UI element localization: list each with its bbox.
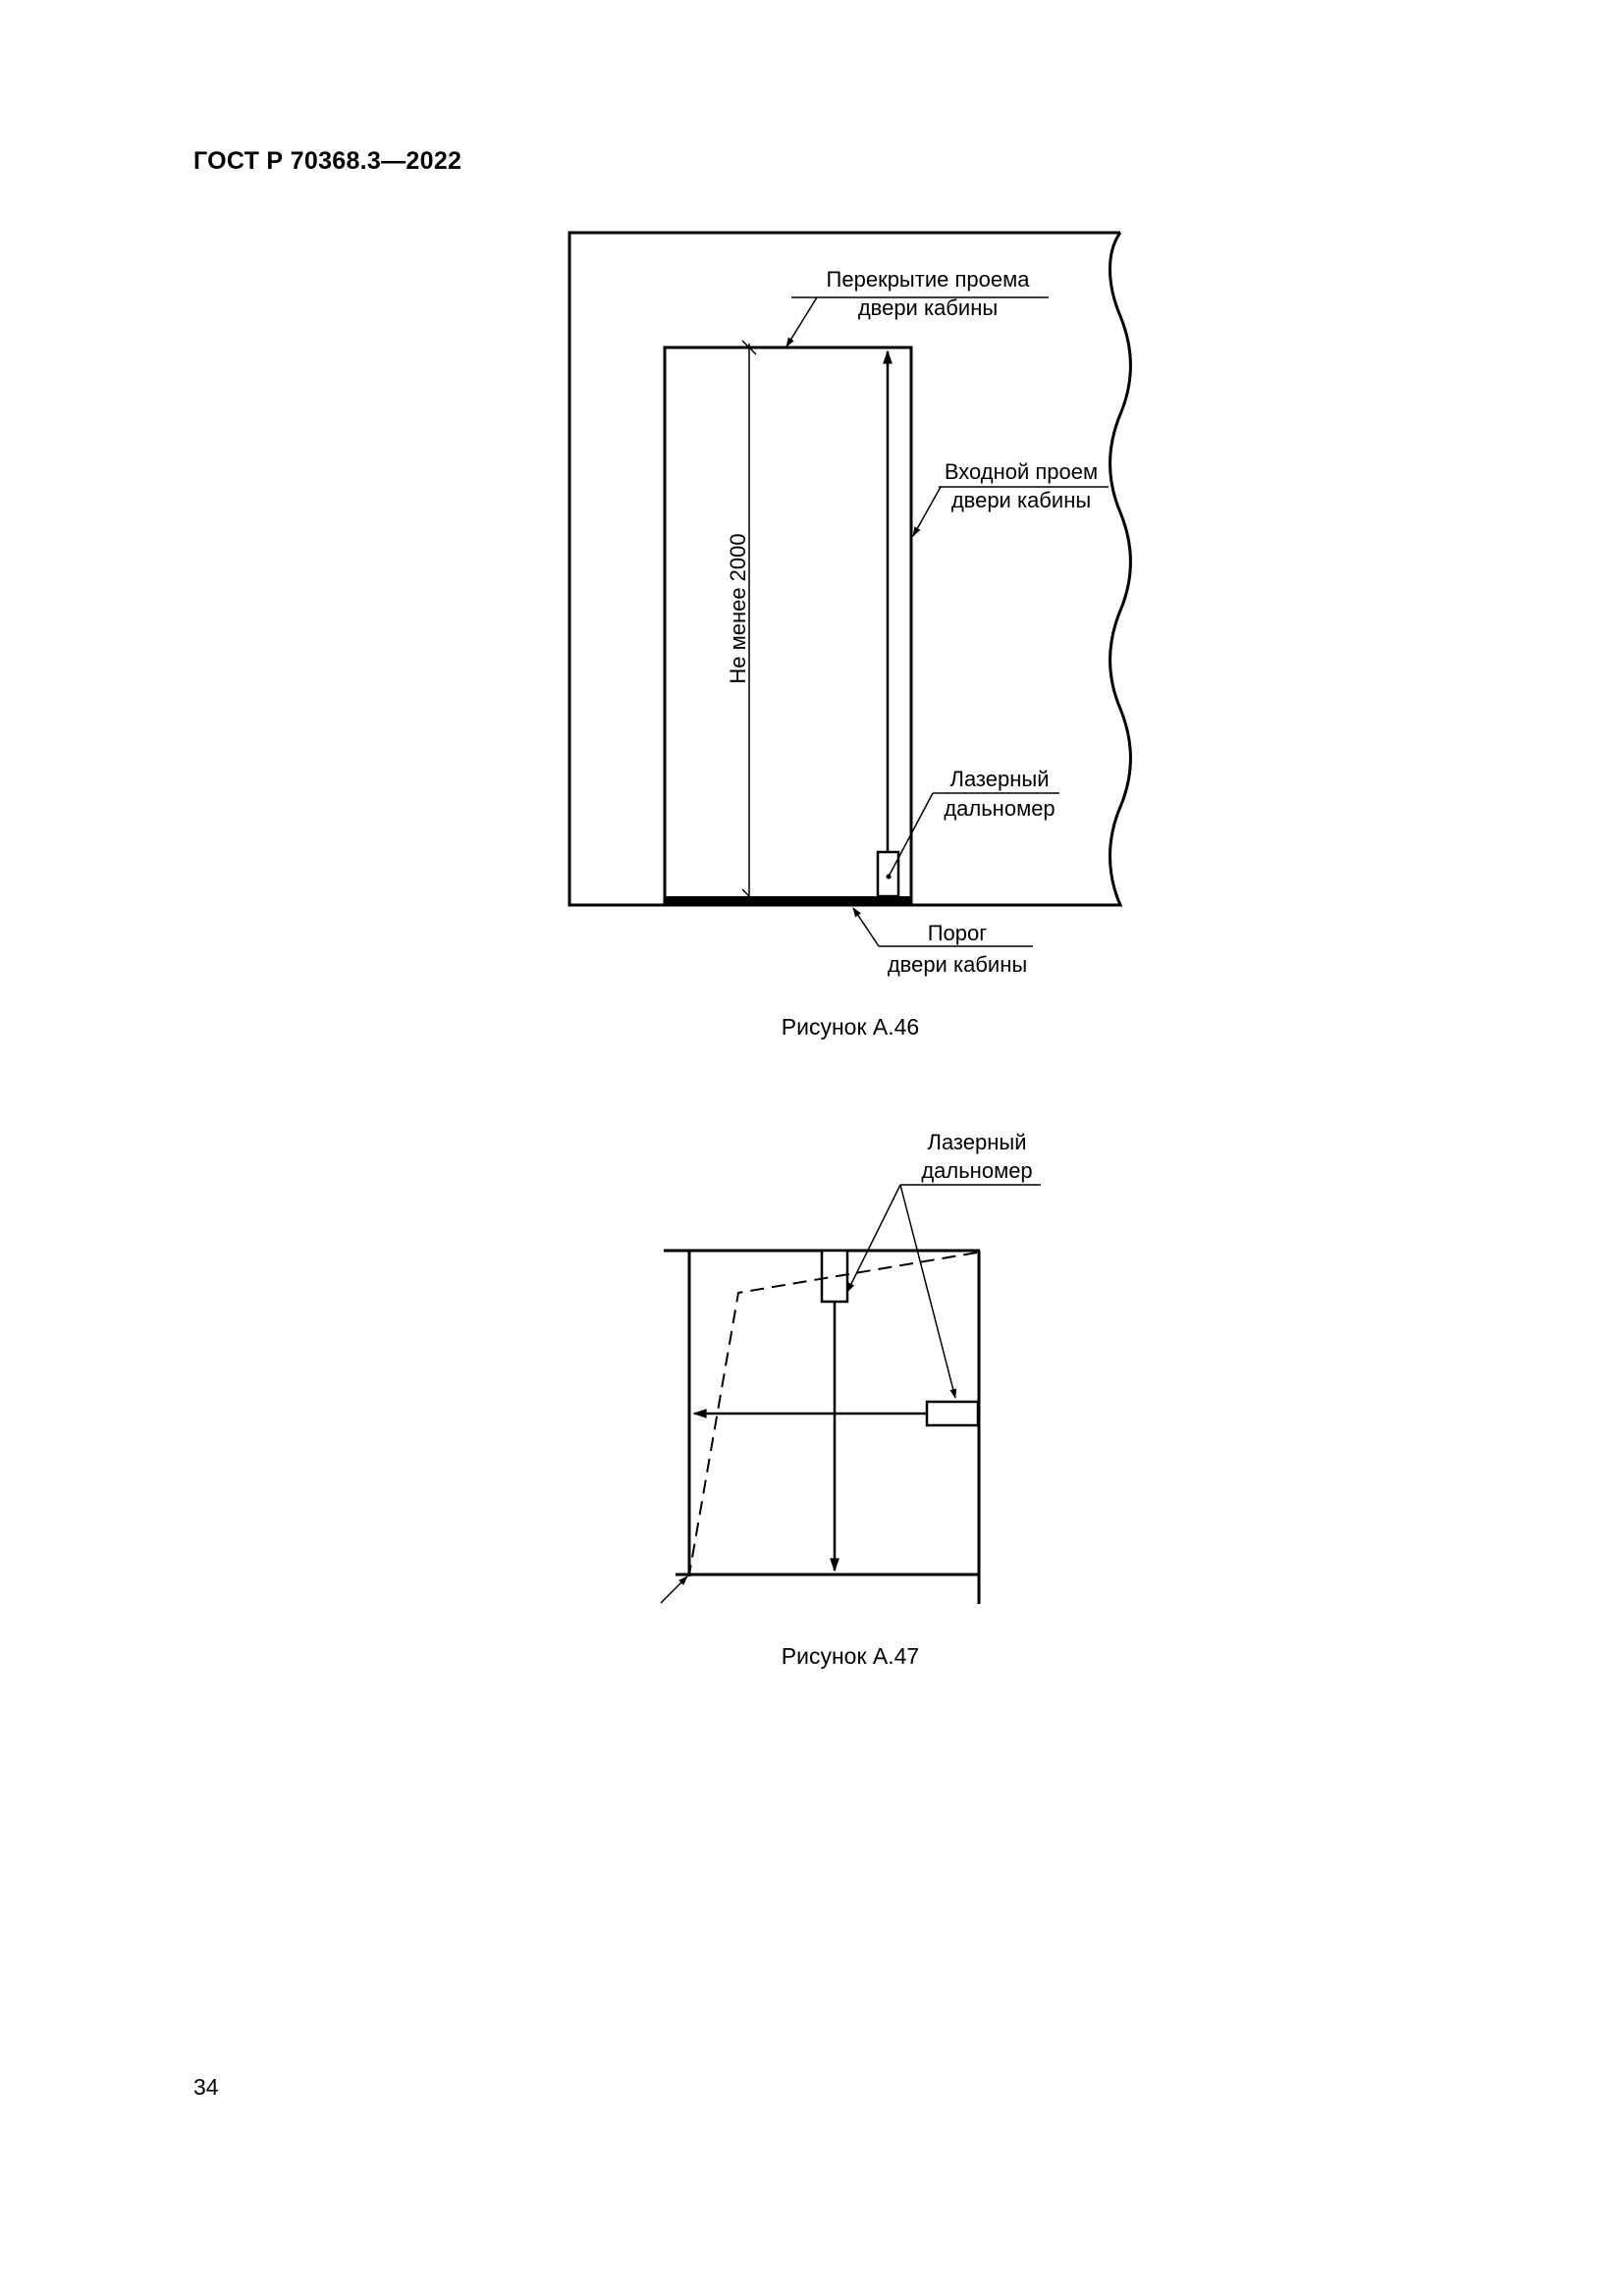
dimension-label: Не менее 2000 [726, 533, 750, 684]
label-opening-line2: двери кабины [950, 488, 1092, 512]
leader-rangefinder-dot [887, 875, 892, 880]
leader-threshold-diagonal [853, 908, 879, 946]
figure-a46-caption: Рисунок А.46 [781, 1014, 920, 1040]
label-threshold-line2: двери кабины [887, 952, 1028, 977]
page-number: 34 [193, 2074, 219, 2100]
laser-rangefinder-right [927, 1402, 978, 1425]
leader-opening-diagonal [913, 487, 941, 536]
label-a47-rangefinder-line2: дальномер [921, 1158, 1033, 1183]
figure-a47-drawing [661, 1130, 1041, 1604]
label-opening-line1: Входной проем [944, 459, 1099, 484]
door-opening [665, 347, 911, 904]
door-threshold [664, 896, 912, 905]
document-header: ГОСТ Р 70368.3—2022 [193, 147, 462, 175]
label-rangefinder-line2: дальномер [944, 796, 1056, 821]
leader-rangefinder-a47-to-top [847, 1185, 900, 1292]
label-a47-rangefinder-line1: Лазерный [927, 1130, 1027, 1154]
leader-overlap-diagonal [786, 297, 817, 347]
figure-a46-drawing [569, 233, 1131, 977]
label-overlap-line2: двери кабины [857, 295, 999, 320]
label-rangefinder-line1: Лазерный [949, 767, 1050, 791]
laser-rangefinder-top [822, 1251, 847, 1302]
label-threshold-line1: Порог [927, 921, 988, 945]
leader-rangefinder-a47-to-right [900, 1185, 955, 1398]
label-overlap-line1: Перекрытие проема [826, 267, 1030, 292]
laser-rangefinder-device [878, 852, 898, 896]
figure-a47-caption: Рисунок А.47 [781, 1643, 920, 1669]
corner-arrow [661, 1576, 687, 1603]
